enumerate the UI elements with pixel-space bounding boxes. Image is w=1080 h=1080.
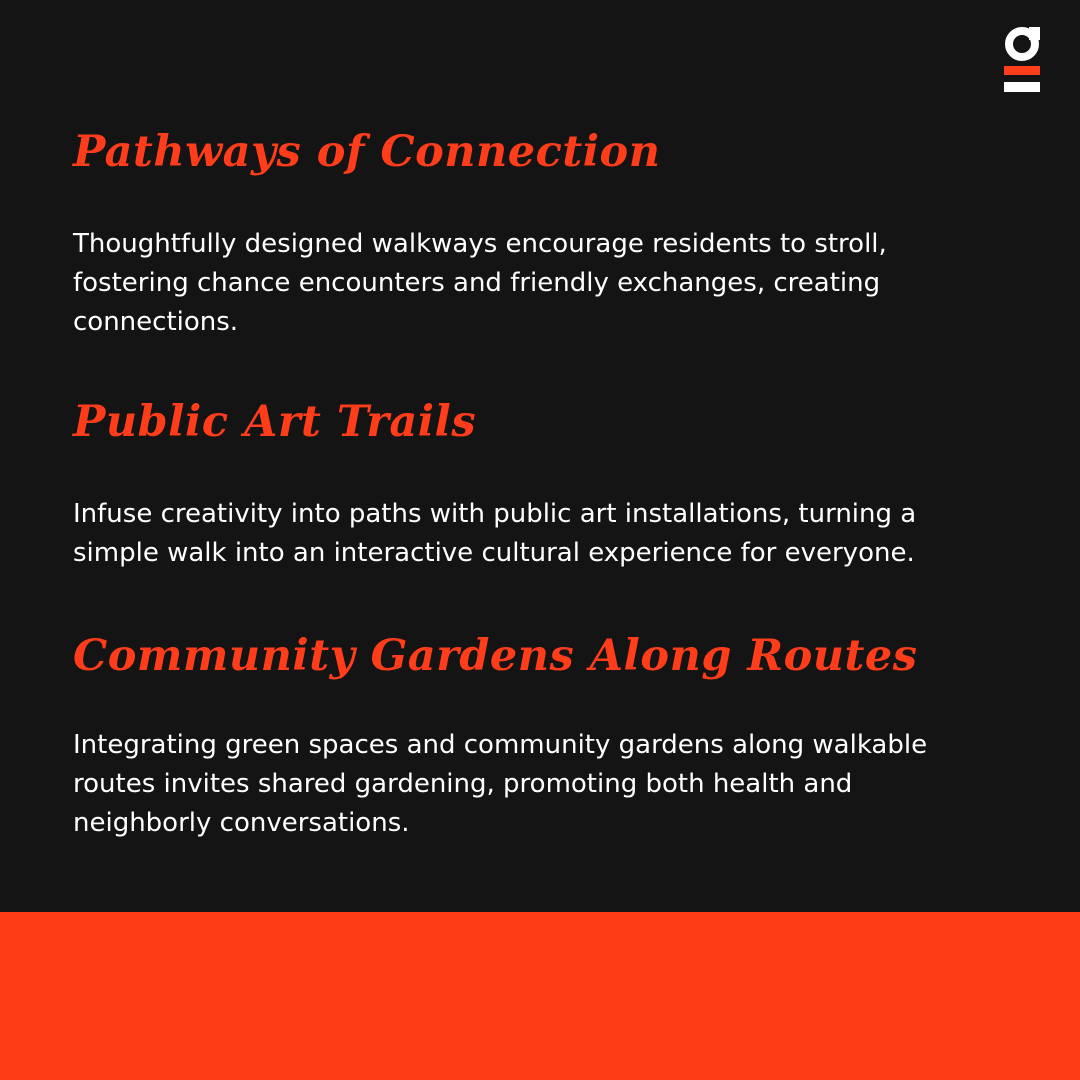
heading-text: Public Art Trails xyxy=(73,397,477,447)
heading-text: Community Gardens Along Routes xyxy=(73,631,918,681)
section-heading-pathways xyxy=(73,124,993,180)
brand-logo-icon xyxy=(1002,25,1042,93)
section-heading-public-art xyxy=(73,394,993,450)
section-body-community-gardens xyxy=(73,726,993,843)
section-body-pathways xyxy=(73,225,993,342)
body-text: Integrating green spaces and community gardens along walkable routes invites shared gardening, promoting both health and neighborly conversations. xyxy=(73,730,928,838)
section-heading-community-gardens xyxy=(73,628,993,684)
heading-text: Pathways of Connection xyxy=(73,127,661,177)
section-body-public-art xyxy=(73,495,993,573)
footer-accent-band xyxy=(0,912,1080,1080)
body-text: Infuse creativity into paths with public art installations, turning a simple walk into an interactive cultural experience for everyone. xyxy=(73,499,917,568)
body-text: Thoughtfully designed walkways encourage residents to stroll, fostering chance encounters and friendly exchanges, creating connections. xyxy=(73,229,887,337)
